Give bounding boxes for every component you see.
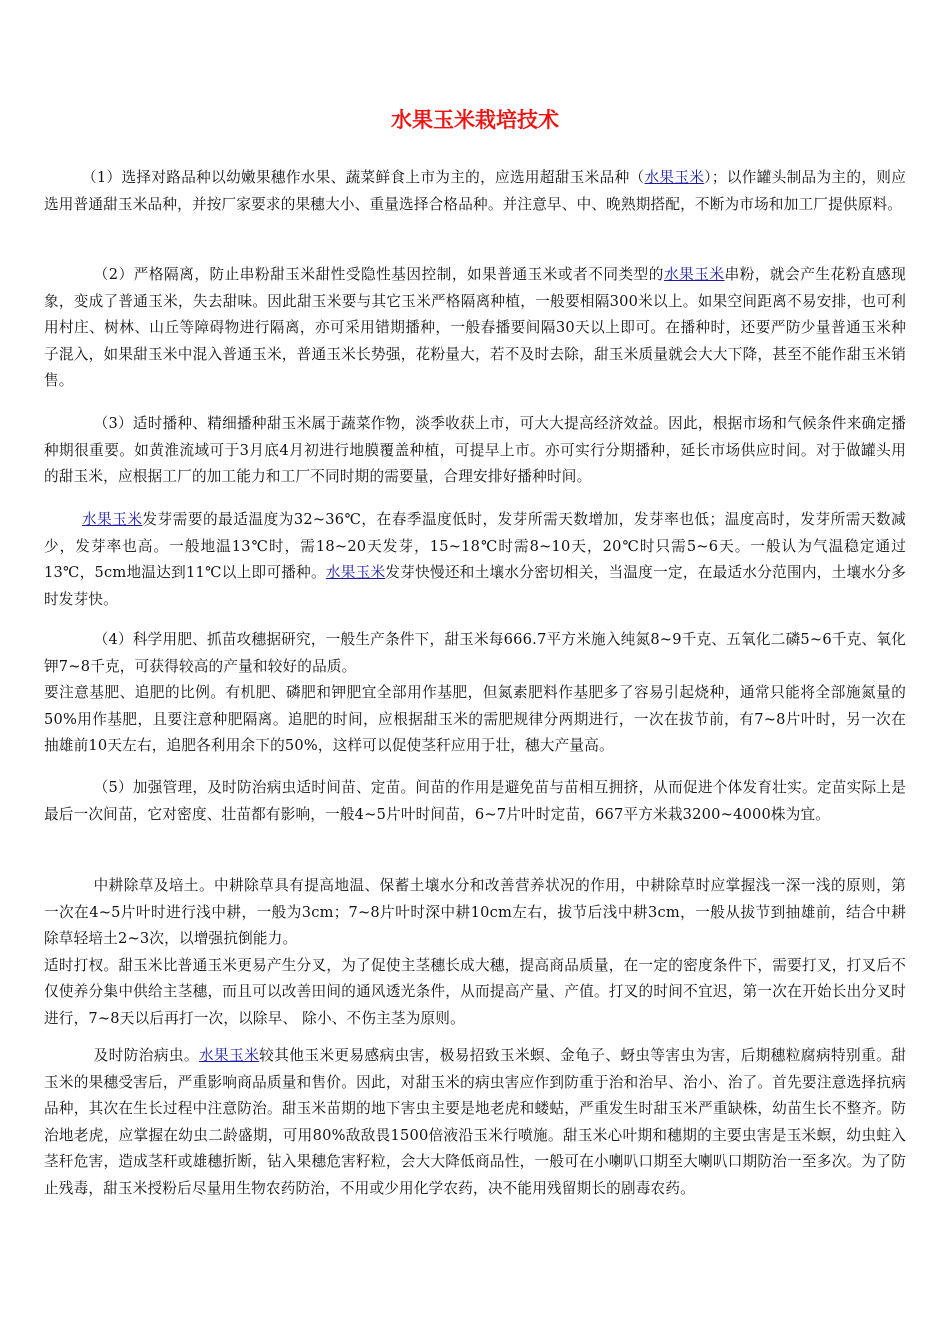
paragraph-sowing-time: （3）适时播种、精细播种甜玉米属于蔬菜作物，淡季收获上市，可大大提高经济效益。因此，根据市场和气候条件来确定播种期很重要。如黄淮流域可于3月底4月初进行地膜覆盖种植，可提早上市。亦可实行分期播种，延长市场供应时间。对于做罐头用的甜玉米，应根据工厂的加工能力和工厂不同时期的需要量，合理安排好播种时间。 bbox=[44, 415, 906, 485]
text-span: 及时防治病虫。 bbox=[93, 1047, 199, 1064]
keyword-link[interactable]: 水果玉米 bbox=[198, 1047, 260, 1064]
text-span: （2）严格隔离，防止串粉甜玉米甜性受隐性基因控制，如果普通玉米或者不同类型的 bbox=[93, 266, 664, 283]
keyword-link[interactable]: 水果玉米 bbox=[325, 564, 386, 581]
text-span: 较其他玉米更易感病虫害，极易招致玉米螟、金龟子、蚜虫等害虫为害，后期穗粒腐病特别重。甜玉米的果穗受害后，严重影响商品质量和售价。因此，对甜玉米的病虫害应作到防重于治和治早、治小、治了。首先要注意选择抗病品种，其次在生长过程中注意防治。甜玉米苗期的地下害虫主要是地老虎和蝼蛄，严重发生时甜玉米严重缺株，幼苗生长不整齐。防治地老虎，应掌握在幼虫二龄盛期，可用80%敌敌畏1500倍液沿玉米行喷施。甜玉米心叶期和穗期的主要虫害是玉米螟，幼虫蛀入茎秆危害，造成茎秆或雄穗折断，钻入果穗危害籽粒，会大大降低商品性，一般可在小喇叭口期至大喇叭口期防治一至多次。为了防止残毒，甜玉米授粉后尽量用生物农药防治，不用或少用化学农药，决不能用残留期长的剧毒农药。 bbox=[44, 1047, 906, 1197]
paragraph-isolation bbox=[44, 262, 906, 395]
paragraph-weeding: 中耕除草及培土。中耕除草具有提高地温、保蓄土壤水分和改善营养状况的作用，中耕除草时应掌握浅一深一浅的原则，第一次在4~5片叶时进行浅中耕，一般为3cm；7~8片叶时深中耕10cm左右，拔节后浅中耕3cm，一般从拔节到抽雄前，结合中耕除草轻培土2~3次，以增强抗倒能力。 bbox=[44, 877, 906, 947]
section-5 bbox=[44, 775, 906, 828]
paragraph-germination bbox=[44, 507, 906, 613]
text-span: 串粉，就会产生花粉直感现象，变成了普通玉米，失去甜味。因此甜玉米要与其它玉米严格隔离种植，一般要相隔300米以上。如果空间距离不易安排，也可利用村庄、树林、山丘等障碍物进行隔离，亦可采用错期播种，一般春播要间隔30天以上即可。在播种时，还要严防少量普通玉米种子混入，如果甜玉米中混入普通玉米，普通玉米长势强，花粉量大，若不及时去除，甜玉米质量就会大大下降，甚至不能作甜玉米销售。 bbox=[44, 266, 907, 389]
section-2 bbox=[44, 262, 906, 395]
paragraph-management: （5）加强管理，及时防治病虫适时间苗、定苗。间苗的作用是避免苗与苗相互拥挤，从而促进个体发育壮实。定苗实际上是最后一次间苗，它对密度、壮苗都有影响，一般4~5片叶时间苗，6~7片叶时定苗，667平方米栽3200~4000株为宜。 bbox=[44, 779, 906, 823]
keyword-link[interactable]: 水果玉米 bbox=[81, 511, 143, 528]
section-weeding bbox=[44, 873, 906, 1032]
text-span: （1）选择对路品种以幼嫩果穗作水果、蔬菜鲜食上市为主的，应选用超甜玉米品种（ bbox=[81, 169, 645, 186]
paragraph-fertilizer: （4）科学用肥、抓苗攻穗据研究，一般生产条件下，甜玉米每666.7平方米施入纯氮8~9千克、五氧化二磷5~6千克、氧化钾7~8千克，可获得较高的产量和较好的品质。 bbox=[44, 631, 906, 675]
keyword-link[interactable]: 水果玉米 bbox=[644, 169, 705, 186]
section-4 bbox=[44, 627, 906, 760]
text-span: 发芽快慢还和土壤水分密切相关，当温度一定，在最适水分范围内，土壤水分多时发芽快。 bbox=[44, 564, 906, 608]
paragraph-pest-control bbox=[44, 1043, 906, 1202]
text-span: ）；以作罐头制品为主的，则应选用普通甜玉米品种，并按厂家要求的果穗大小、重量选择合格品种。并注意早、中、晚熟期搭配，不断为市场和加工厂提供原料。 bbox=[44, 169, 906, 213]
paragraph-variety-selection bbox=[44, 165, 906, 218]
paragraph-detasseling: 适时打杈。甜玉米比普通玉米更易产生分叉，为了促使主茎穗长成大穗，提高商品质量，在一定的密度条件下，需要打叉，打叉后不仅使养分集中供给主茎穗，而且可以改善田间的通风透光条件，从而提高产量、产值。打叉的时间不宜迟，第一次在开始长出分叉时进行，7~8天以后再打一次，以除早、 除小、不伤主茎为原则。 bbox=[44, 956, 906, 1027]
section-3 bbox=[44, 411, 906, 491]
keyword-link[interactable]: 水果玉米 bbox=[663, 266, 725, 283]
section-germination bbox=[44, 507, 906, 613]
section-1 bbox=[44, 165, 906, 218]
section-pest-control bbox=[44, 1043, 906, 1202]
document-title: 水果玉米栽培技术 bbox=[391, 108, 559, 132]
paragraph-fertilizer-ratio: 要注意基肥、追肥的比例。有机肥、磷肥和钾肥宜全部用作基肥，但氮素肥料作基肥多了容易引起烧种，通常只能将全部施氮量的50%用作基肥，且要注意种肥隔离。追肥的时间，应根据甜玉米的需肥规律分两期进行，一次在拔节前，有7~8片叶时，另一次在抽雄前10天左右，追肥各利用余下的50%，这样可以促使茎秆应用于壮，穗大产量高。 bbox=[44, 684, 906, 754]
text-span: 发芽需要的最适温度为32~36℃，在春季温度低时，发芽所需天数增加，发芽率也低；温度高时，发芽所需天数减少，发芽率也高。一般地温13℃时，需18~20天发芽，15~18℃时需8~10天，20℃时只需5~6天。一般认为气温稳定通过13℃，5cm地温达到11℃以上即可播种。 bbox=[44, 511, 906, 581]
